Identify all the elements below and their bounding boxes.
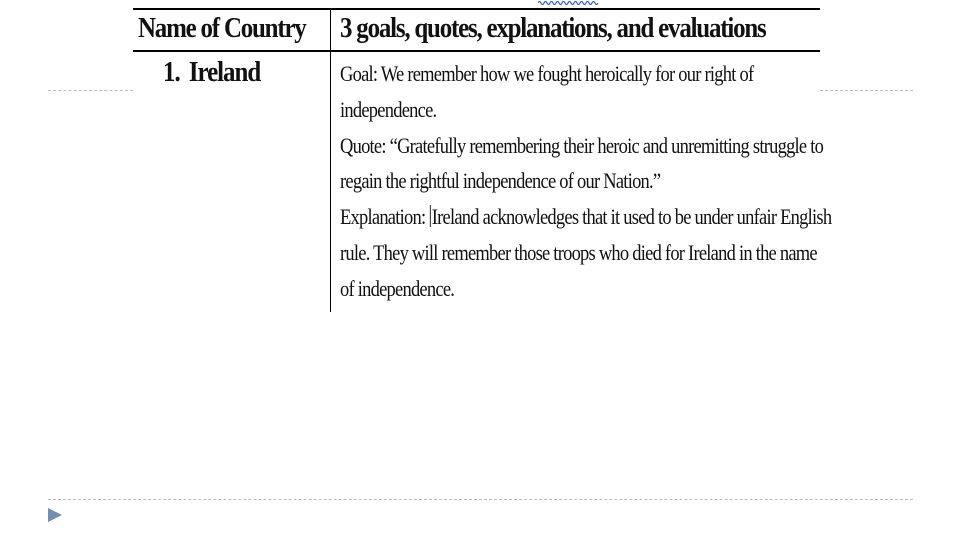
bottom-guide-line (48, 499, 913, 500)
text-line: Quote: “Gratefully remembering their heroic and unremitting struggle to (340, 132, 824, 158)
text-line: independence. (340, 96, 437, 122)
spellcheck-squiggle-icon (538, 0, 600, 6)
text-line: Goal: We remember how we fought heroically for our right of (340, 61, 754, 86)
column-divider (330, 9, 331, 312)
explanation-text: Ireland acknowledges that it used to be under unfair English (431, 204, 832, 230)
country-cell (163, 54, 260, 90)
text-line: regain the rightful independence of our Nation.” (340, 168, 661, 194)
text-line: of independence. (340, 275, 455, 301)
country-name: Ireland (188, 56, 261, 88)
row-number: 1. (163, 56, 180, 88)
text-line-explanation (340, 199, 832, 235)
header-name-of-country: Name of Country (138, 12, 306, 44)
header-goals-quotes: 3 goals, quotes, explanations, and evaluations (340, 12, 766, 44)
triangle-arrow-right-icon (47, 507, 63, 523)
explanation-label: Explanation: (340, 204, 430, 230)
text-line: rule. They will remember those troops who died for Ireland in the name (340, 239, 817, 265)
top-left-guide-line (48, 90, 133, 91)
header-bottom-border (133, 50, 820, 52)
content-cell[interactable] (340, 56, 832, 307)
top-right-guide-line (820, 90, 913, 91)
